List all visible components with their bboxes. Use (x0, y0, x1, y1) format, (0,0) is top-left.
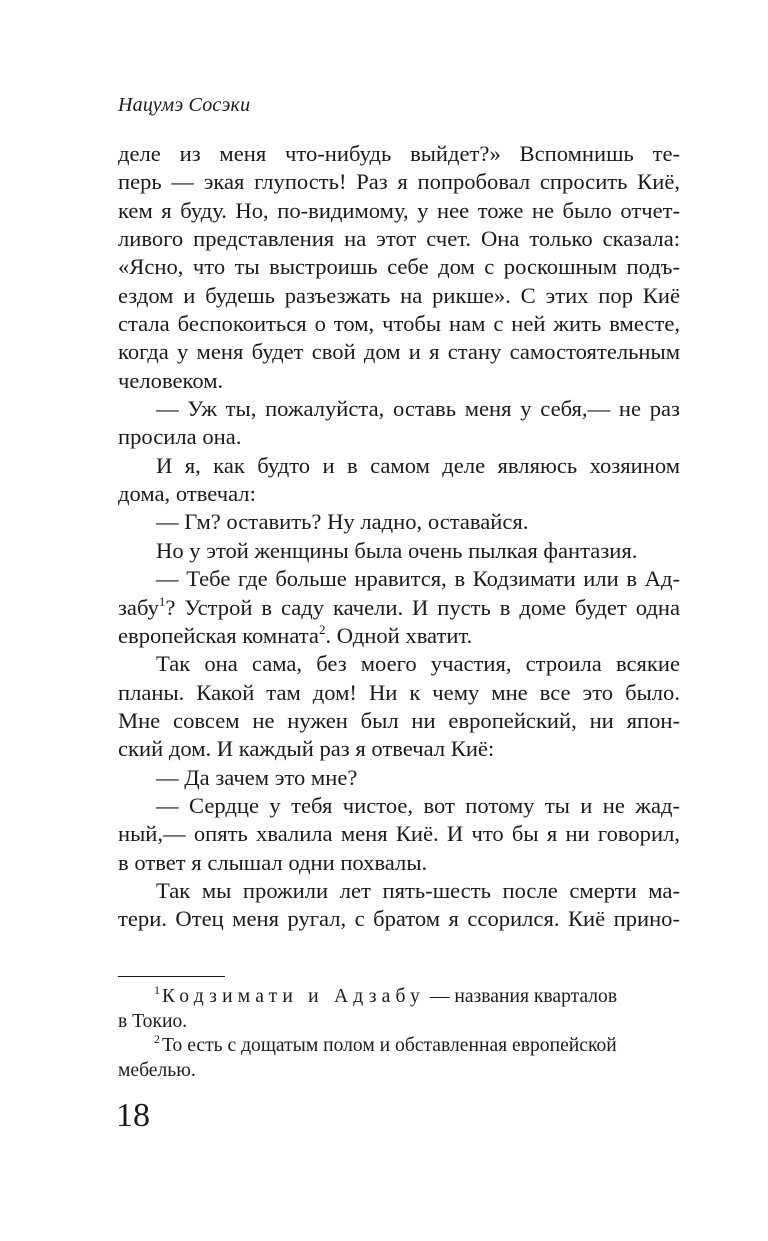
text-line: Мне совсем не нужен был ни европейский, ни япон- (118, 707, 680, 733)
text-line: деле из меня что-нибудь выйдет?» Вспомнишь те- (118, 141, 680, 166)
text-line: ский дом. И каждый раз я отвечал Киё: (118, 736, 495, 762)
text-line-with-footnote (118, 622, 680, 650)
text-line: перь — экая глупость! Раз я попробовал спросить Киё, (118, 169, 680, 195)
footnote-mark: 1 (154, 983, 160, 997)
text-fragment: европейская комната (118, 622, 319, 648)
text-line: ездом и будешь разъезжать на рикше». С этих пор Киё (118, 282, 680, 308)
text-line: Так мы прожили лет пять-шесть после смерти ма- (156, 877, 680, 903)
footnote-text: — названия кварталов (424, 986, 618, 1007)
footnote-mark: 2 (154, 1032, 160, 1046)
page-number: 18 (116, 1097, 150, 1134)
text-line: когда у меня будет свой дом и я стану самостоятельным (118, 339, 680, 365)
footnote-2-continuation: мебелью. (118, 1059, 196, 1081)
footnote-text: То есть с дощатым полом и обставленная европейской (162, 1035, 617, 1056)
footnote-ref-2: 2 (318, 621, 326, 637)
text-line: ный,— опять хвалила меня Киё. И что бы я ни говорил, (118, 821, 680, 847)
text-line: Но у этой женщины была очень пылкая фантазия. (156, 537, 638, 563)
text-line: ливого представления на этот счет. Она только сказала: (118, 226, 680, 252)
body-text (118, 140, 680, 934)
footnote-term: Кодзимати и Адзабу (162, 986, 425, 1007)
text-line: планы. Какой там дом! Ни к чему мне все это было. (118, 679, 680, 705)
footnote-1-continuation: в Токио. (118, 1010, 188, 1032)
running-head: Нацумэ Сосэки (118, 94, 251, 116)
text-line: Так она сама, без моего участия, строила всякие (156, 651, 680, 677)
text-line: кем я буду. Но, по-видимому, у нее тоже не было отчет- (118, 197, 680, 223)
text-line: — Тебе где больше нравится, в Кодзимати или в Ад- (156, 566, 680, 592)
text-line: дома, отвечал: (118, 481, 256, 507)
text-line: тери. Отец меня ругал, с братом я ссорился. Киё прино- (118, 906, 680, 932)
text-fragment: ? Устрой в саду качели. И пусть в доме будет одна (165, 594, 680, 620)
text-line: просила она. (118, 424, 242, 450)
text-line: стала беспокоиться о том, чтобы нам с ней жить вместе, (118, 311, 680, 337)
text-line: человеком. (118, 367, 224, 393)
text-line: в ответ я слышал одни похвалы. (118, 849, 428, 875)
text-line: — Гм? оставить? Ну ладно, оставайся. (156, 509, 529, 535)
text-line: — Уж ты, пожалуйста, оставь меня у себя,— не раз (156, 396, 680, 422)
text-fragment: . Одной хватит. (325, 622, 473, 648)
text-line: И я, как будто и в самом деле являюсь хозяином (156, 452, 680, 478)
text-line: «Ясно, что ты выстроишь себе дом с роскошным подъ- (118, 254, 680, 280)
text-line: — Сердце у тебя чистое, вот потому ты и не жад- (156, 792, 680, 818)
text-fragment: забу (118, 594, 159, 620)
footnotes (118, 985, 680, 1083)
text-line-with-footnote (118, 594, 680, 622)
text-line: — Да зачем это мне? (156, 764, 358, 790)
footnote-ref-1: 1 (158, 593, 166, 609)
footnote-2 (118, 1034, 680, 1059)
footnote-rule (118, 976, 225, 977)
footnote-1 (118, 985, 680, 1010)
